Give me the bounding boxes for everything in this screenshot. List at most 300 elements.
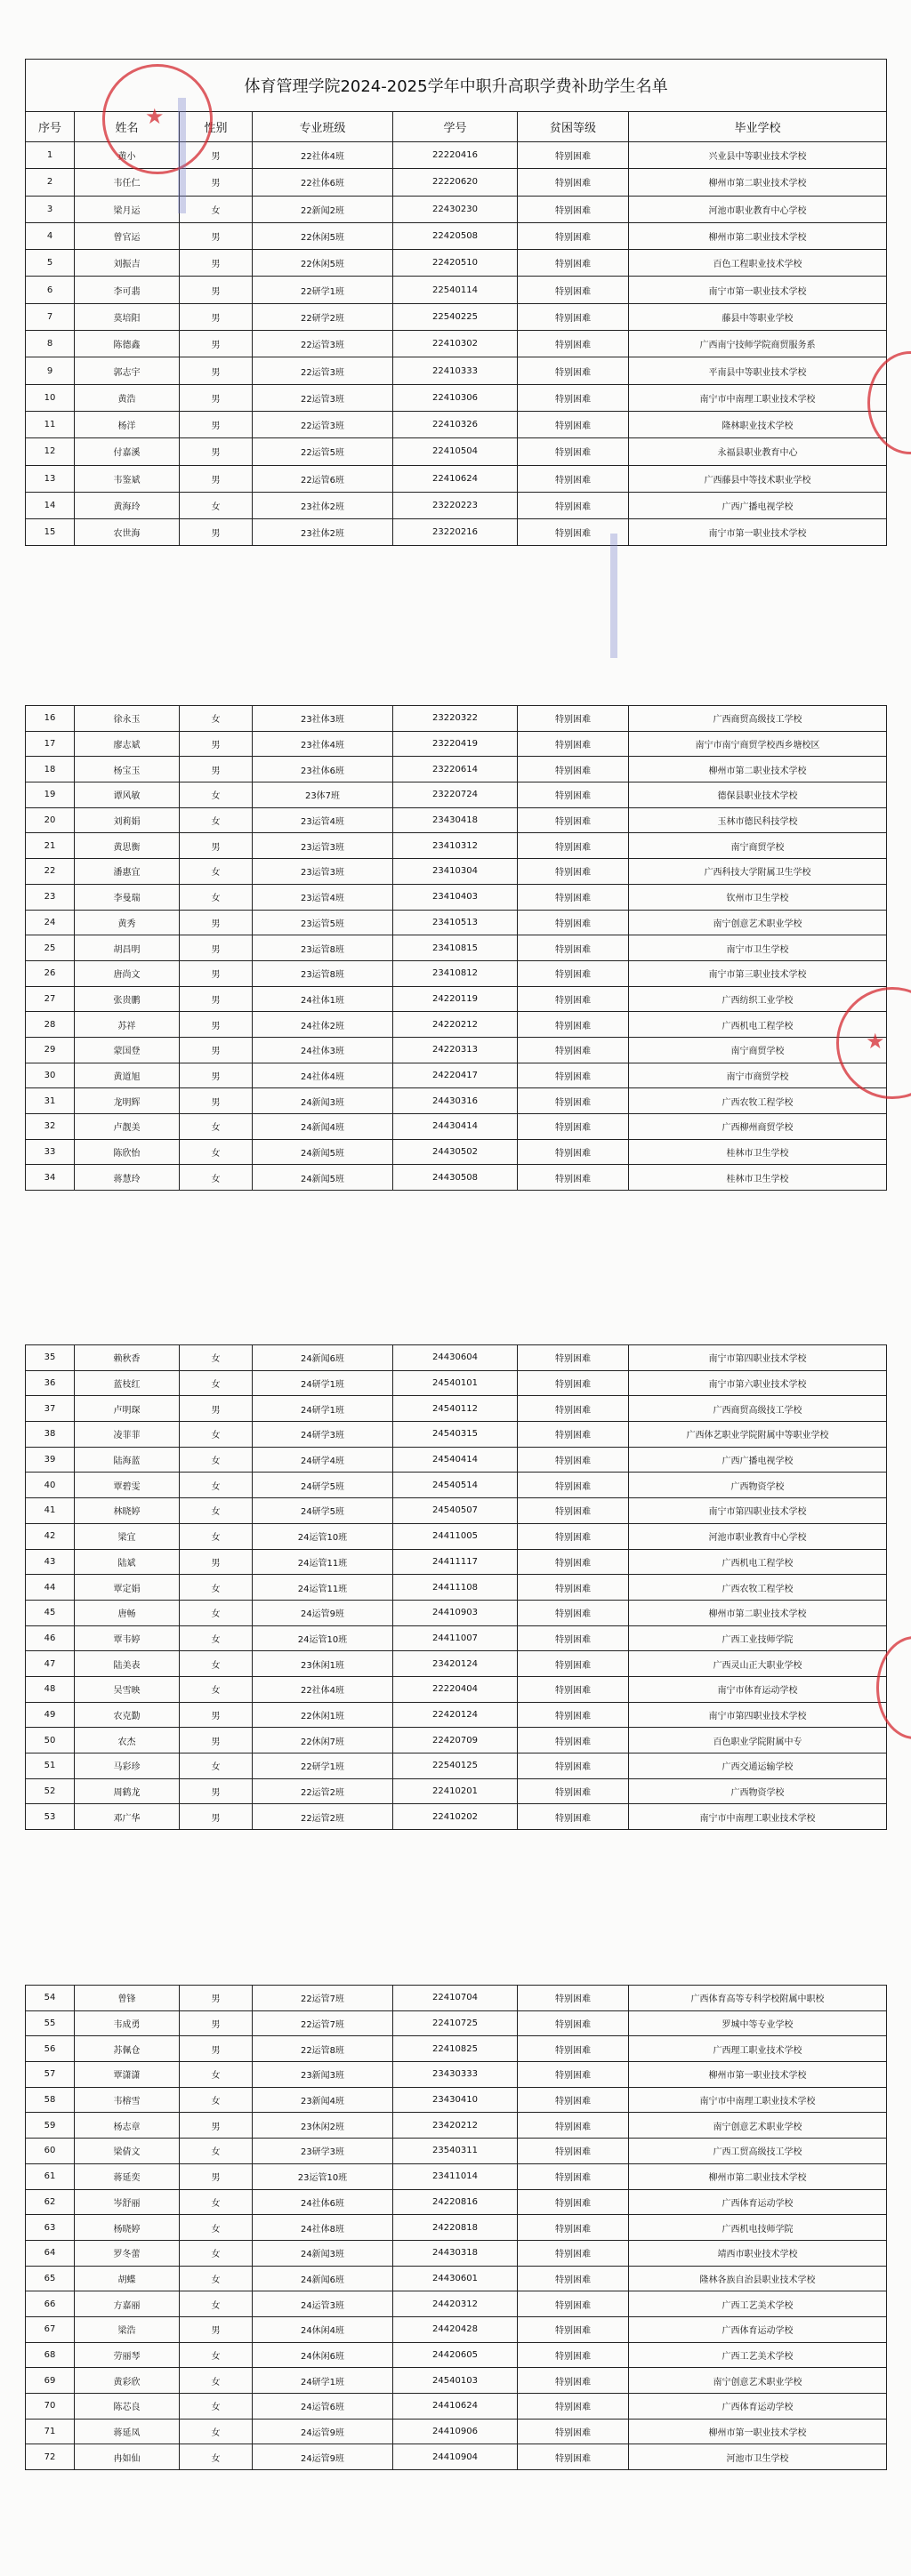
cell-gender: 男: [180, 986, 253, 1012]
cell-student-id: 22420510: [393, 250, 518, 277]
cell-name: 蒋慧玲: [75, 1165, 180, 1191]
cell-student-id: 24540507: [393, 1498, 518, 1524]
cell-poverty-level: 特别困难: [518, 910, 629, 935]
cell-class: 22运管3班: [253, 331, 393, 357]
cell-class: 23社体2班: [253, 492, 393, 518]
cell-poverty-level: 特别困难: [518, 1728, 629, 1753]
cell-index: 45: [26, 1600, 75, 1625]
cell-student-id: 24420428: [393, 2316, 518, 2342]
table-row: [26, 1114, 887, 1140]
cell-name: 徐永玉: [75, 706, 180, 732]
cell-index: 23: [26, 884, 75, 910]
cell-student-id: 23420212: [393, 2113, 518, 2139]
table-row: [26, 1728, 887, 1753]
cell-name: 杨志章: [75, 2113, 180, 2139]
cell-gender: 男: [180, 222, 253, 249]
cell-name: 覃潇潇: [75, 2062, 180, 2088]
cell-index: 54: [26, 1986, 75, 2011]
cell-class: 22新闻2班: [253, 196, 393, 222]
cell-index: 20: [26, 807, 75, 833]
cell-gender: 男: [180, 1778, 253, 1804]
cell-name: 农世海: [75, 519, 180, 546]
cell-index: 46: [26, 1625, 75, 1651]
seam-stamp-mark: [178, 98, 186, 213]
cell-graduate-school: 桂林市卫生学校: [629, 1139, 887, 1165]
cell-class: 24运管9班: [253, 2419, 393, 2444]
cell-class: 22运管3班: [253, 411, 393, 437]
cell-gender: 男: [180, 1396, 253, 1422]
cell-class: 22休闲5班: [253, 250, 393, 277]
cell-class: 22运管7班: [253, 2010, 393, 2036]
cell-name: 龙明辉: [75, 1088, 180, 1114]
cell-class: 24研学3班: [253, 1422, 393, 1448]
cell-graduate-school: 南宁市商贸学校: [629, 1063, 887, 1088]
table-row: [26, 986, 887, 1012]
cell-index: 30: [26, 1063, 75, 1088]
table-row: [26, 1012, 887, 1038]
cell-index: 29: [26, 1037, 75, 1063]
cell-poverty-level: 特别困难: [518, 807, 629, 833]
cell-index: 1: [26, 142, 75, 169]
cell-poverty-level: 特别困难: [518, 384, 629, 411]
cell-poverty-level: 特别困难: [518, 2266, 629, 2291]
cell-student-id: 23220724: [393, 782, 518, 808]
table-row: [26, 519, 887, 546]
cell-poverty-level: 特别困难: [518, 757, 629, 782]
cell-name: 刘莉娟: [75, 807, 180, 833]
cell-class: 24运管6班: [253, 2394, 393, 2420]
cell-class: 24社体2班: [253, 1012, 393, 1038]
cell-gender: 男: [180, 250, 253, 277]
cell-student-id: 24410624: [393, 2394, 518, 2420]
cell-graduate-school: 南宁市第六职业技术学校: [629, 1370, 887, 1396]
table-row: [26, 706, 887, 732]
cell-name: 韦任仁: [75, 169, 180, 196]
cell-graduate-school: 广西南宁技师学院商贸服务系: [629, 331, 887, 357]
table-row: [26, 2394, 887, 2420]
cell-student-id: 22410333: [393, 357, 518, 384]
cell-index: 14: [26, 492, 75, 518]
cell-class: 24新闻5班: [253, 1139, 393, 1165]
cell-poverty-level: 特别困难: [518, 960, 629, 986]
cell-student-id: 23430333: [393, 2062, 518, 2088]
cell-index: 6: [26, 277, 75, 303]
cell-class: 23运管5班: [253, 910, 393, 935]
cell-graduate-school: 南宁市南宁商贸学校西乡塘校区: [629, 731, 887, 757]
cell-gender: 女: [180, 2266, 253, 2291]
cell-class: 24新闻4班: [253, 1114, 393, 1140]
cell-graduate-school: 广西机电工程学校: [629, 1549, 887, 1575]
cell-class: 23社体2班: [253, 519, 393, 546]
cell-poverty-level: 特别困难: [518, 1473, 629, 1498]
table-section-4: [25, 1985, 886, 2470]
cell-poverty-level: 特别困难: [518, 2240, 629, 2266]
cell-gender: 女: [180, 1575, 253, 1601]
cell-name: 吴雪映: [75, 1676, 180, 1702]
cell-name: 胡昌明: [75, 935, 180, 961]
table-row: [26, 1753, 887, 1779]
cell-name: 付嘉溪: [75, 438, 180, 465]
cell-gender: 女: [180, 1165, 253, 1191]
table-row: [26, 1600, 887, 1625]
table-row: [26, 196, 887, 222]
cell-index: 17: [26, 731, 75, 757]
cell-student-id: 22420709: [393, 1728, 518, 1753]
cell-poverty-level: 特别困难: [518, 2215, 629, 2241]
cell-name: 韦鉴斌: [75, 465, 180, 492]
cell-student-id: 23420124: [393, 1651, 518, 1677]
cell-graduate-school: 广西商贸高级技工学校: [629, 706, 887, 732]
cell-index: 8: [26, 331, 75, 357]
cell-gender: 女: [180, 807, 253, 833]
cell-class: 23运管3班: [253, 859, 393, 885]
cell-student-id: 22410504: [393, 438, 518, 465]
cell-gender: 女: [180, 2419, 253, 2444]
cell-index: 64: [26, 2240, 75, 2266]
cell-graduate-school: 广西体育运动学校: [629, 2316, 887, 2342]
cell-class: 22运管3班: [253, 357, 393, 384]
cell-gender: 女: [180, 2215, 253, 2241]
cell-name: 唐尚文: [75, 960, 180, 986]
cell-name: 岑舒丽: [75, 2189, 180, 2215]
cell-gender: 男: [180, 411, 253, 437]
cell-gender: 女: [180, 2291, 253, 2317]
cell-index: 67: [26, 2316, 75, 2342]
cell-name: 曾官运: [75, 222, 180, 249]
cell-gender: 男: [180, 384, 253, 411]
cell-index: 68: [26, 2342, 75, 2368]
table-row: [26, 2316, 887, 2342]
cell-class: 22休闲1班: [253, 1702, 393, 1728]
cell-gender: 男: [180, 1986, 253, 2011]
table-row: [26, 357, 887, 384]
cell-class: 24社体4班: [253, 1063, 393, 1088]
cell-name: 马彩珍: [75, 1753, 180, 1779]
table-row: [26, 1575, 887, 1601]
cell-class: 23运管8班: [253, 935, 393, 961]
cell-graduate-school: 广西体育运动学校: [629, 2189, 887, 2215]
table-row: [26, 1063, 887, 1088]
table-row: [26, 1651, 887, 1677]
cell-poverty-level: 特别困难: [518, 1625, 629, 1651]
cell-index: 13: [26, 465, 75, 492]
cell-poverty-level: 特别困难: [518, 1575, 629, 1601]
cell-graduate-school: 桂林市卫生学校: [629, 1165, 887, 1191]
cell-class: 24新闻5班: [253, 1165, 393, 1191]
cell-graduate-school: 柳州市第二职业技术学校: [629, 757, 887, 782]
cell-name: 黄秀: [75, 910, 180, 935]
cell-gender: 男: [180, 1037, 253, 1063]
cell-name: 胡蝶: [75, 2266, 180, 2291]
table-row: [26, 2368, 887, 2394]
cell-index: 25: [26, 935, 75, 961]
cell-graduate-school: 广西体艺职业学院附属中等职业学校: [629, 1422, 887, 1448]
cell-index: 53: [26, 1804, 75, 1830]
table-row: [26, 438, 887, 465]
cell-name: 梁浩: [75, 2316, 180, 2342]
cell-name: 罗冬蕾: [75, 2240, 180, 2266]
table-row: [26, 1549, 887, 1575]
cell-graduate-school: 广西农牧工程学校: [629, 1575, 887, 1601]
cell-student-id: 22410202: [393, 1804, 518, 1830]
cell-poverty-level: 特别困难: [518, 1600, 629, 1625]
cell-name: 黄小: [75, 142, 180, 169]
cell-student-id: 24220818: [393, 2215, 518, 2241]
cell-poverty-level: 特别困难: [518, 1778, 629, 1804]
cell-student-id: 24410904: [393, 2444, 518, 2470]
cell-student-id: 24220816: [393, 2189, 518, 2215]
cell-student-id: 23410304: [393, 859, 518, 885]
cell-graduate-school: 广西物资学校: [629, 1473, 887, 1498]
cell-poverty-level: 特别困难: [518, 986, 629, 1012]
cell-poverty-level: 特别困难: [518, 2316, 629, 2342]
cell-class: 23运管10班: [253, 2163, 393, 2189]
table-row: [26, 2444, 887, 2470]
cell-index: 39: [26, 1447, 75, 1473]
cell-gender: 女: [180, 1114, 253, 1140]
cell-gender: 男: [180, 1728, 253, 1753]
cell-class: 22运管5班: [253, 438, 393, 465]
cell-graduate-school: 柳州市第一职业技术学校: [629, 2062, 887, 2088]
cell-graduate-school: 玉林市德民科技学校: [629, 807, 887, 833]
cell-poverty-level: 特别困难: [518, 169, 629, 196]
cell-poverty-level: 特别困难: [518, 519, 629, 546]
table-row: [26, 303, 887, 330]
cell-name: 卢明琛: [75, 1396, 180, 1422]
cell-name: 赖秋香: [75, 1345, 180, 1371]
cell-graduate-school: 广西广播电视学校: [629, 492, 887, 518]
cell-class: 22社体6班: [253, 169, 393, 196]
table-row: [26, 250, 887, 277]
cell-index: 12: [26, 438, 75, 465]
table-row: [26, 1447, 887, 1473]
cell-graduate-school: 广西纺织工业学校: [629, 986, 887, 1012]
cell-poverty-level: 特别困难: [518, 303, 629, 330]
cell-poverty-level: 特别困难: [518, 884, 629, 910]
cell-student-id: 24430502: [393, 1139, 518, 1165]
cell-poverty-level: 特别困难: [518, 196, 629, 222]
cell-graduate-school: 河池市职业教育中心学校: [629, 196, 887, 222]
cell-student-id: 23410815: [393, 935, 518, 961]
cell-gender: 男: [180, 1804, 253, 1830]
cell-gender: 女: [180, 859, 253, 885]
cell-index: 28: [26, 1012, 75, 1038]
cell-poverty-level: 特别困难: [518, 250, 629, 277]
cell-class: 23研学3班: [253, 2139, 393, 2164]
cell-poverty-level: 特别困难: [518, 357, 629, 384]
cell-index: 24: [26, 910, 75, 935]
table-row: [26, 2010, 887, 2036]
cell-poverty-level: 特别困难: [518, 782, 629, 808]
cell-name: 黄海玲: [75, 492, 180, 518]
cell-graduate-school: 靖西市职业技术学校: [629, 2240, 887, 2266]
cell-graduate-school: 百色职业学院附属中专: [629, 1728, 887, 1753]
cell-index: 71: [26, 2419, 75, 2444]
cell-student-id: 23430418: [393, 807, 518, 833]
cell-name: 黄浩: [75, 384, 180, 411]
table-row: [26, 2087, 887, 2113]
cell-student-id: 23220419: [393, 731, 518, 757]
cell-gender: 女: [180, 2342, 253, 2368]
cell-index: 26: [26, 960, 75, 986]
table-row: [26, 1804, 887, 1830]
cell-poverty-level: 特别困难: [518, 1422, 629, 1448]
cell-class: 24研学1班: [253, 2368, 393, 2394]
cell-poverty-level: 特别困难: [518, 859, 629, 885]
table-row: [26, 1370, 887, 1396]
cell-graduate-school: 南宁市第四职业技术学校: [629, 1702, 887, 1728]
cell-name: 莫培阳: [75, 303, 180, 330]
cell-index: 47: [26, 1651, 75, 1677]
cell-class: 22运管8班: [253, 2036, 393, 2062]
cell-class: 22研学2班: [253, 303, 393, 330]
cell-graduate-school: 广西工艺美术学校: [629, 2291, 887, 2317]
cell-student-id: 23220614: [393, 757, 518, 782]
cell-gender: 男: [180, 1702, 253, 1728]
cell-poverty-level: 特别困难: [518, 1396, 629, 1422]
cell-poverty-level: 特别困难: [518, 2062, 629, 2088]
cell-class: 22研学1班: [253, 277, 393, 303]
cell-class: 24研学5班: [253, 1473, 393, 1498]
cell-name: 黄道旭: [75, 1063, 180, 1088]
cell-name: 陈德鑫: [75, 331, 180, 357]
cell-student-id: 24420312: [393, 2291, 518, 2317]
red-star-icon: ★: [145, 104, 165, 129]
cell-gender: 女: [180, 2240, 253, 2266]
cell-index: 2: [26, 169, 75, 196]
cell-student-id: 24411007: [393, 1625, 518, 1651]
cell-gender: 男: [180, 960, 253, 986]
cell-graduate-school: 罗城中等专业学校: [629, 2010, 887, 2036]
cell-graduate-school: 南宁市第四职业技术学校: [629, 1498, 887, 1524]
cell-name: 农杰: [75, 1728, 180, 1753]
cell-student-id: 24430318: [393, 2240, 518, 2266]
cell-index: 27: [26, 986, 75, 1012]
cell-name: 梁月运: [75, 196, 180, 222]
cell-poverty-level: 特别困难: [518, 331, 629, 357]
cell-name: 韦成勇: [75, 2010, 180, 2036]
cell-graduate-school: 广西广播电视学校: [629, 1447, 887, 1473]
cell-index: 61: [26, 2163, 75, 2189]
cell-gender: 女: [180, 492, 253, 518]
cell-graduate-school: 广西理工职业技术学校: [629, 2036, 887, 2062]
cell-student-id: 23410513: [393, 910, 518, 935]
table-row: [26, 1676, 887, 1702]
cell-poverty-level: 特别困难: [518, 2419, 629, 2444]
cell-graduate-school: 广西科技大学附属卫生学校: [629, 859, 887, 885]
cell-graduate-school: 南宁市卫生学校: [629, 935, 887, 961]
cell-student-id: 24430604: [393, 1345, 518, 1371]
cell-student-id: 22540114: [393, 277, 518, 303]
cell-gender: 女: [180, 1600, 253, 1625]
cell-index: 48: [26, 1676, 75, 1702]
cell-student-id: 24410903: [393, 1600, 518, 1625]
header-student-id: 学号: [393, 112, 518, 142]
cell-index: 49: [26, 1702, 75, 1728]
cell-graduate-school: 隆林职业技术学校: [629, 411, 887, 437]
cell-poverty-level: 特别困难: [518, 1549, 629, 1575]
cell-student-id: 24430414: [393, 1114, 518, 1140]
cell-index: 38: [26, 1422, 75, 1448]
cell-class: 24运管9班: [253, 1600, 393, 1625]
cell-name: 曾锋: [75, 1986, 180, 2011]
cell-gender: 男: [180, 2010, 253, 2036]
table-row: [26, 2266, 887, 2291]
table-row: [26, 384, 887, 411]
cell-class: 24新闻3班: [253, 1088, 393, 1114]
cell-class: 23运管8班: [253, 960, 393, 986]
cell-index: 41: [26, 1498, 75, 1524]
cell-graduate-school: 德保县职业技术学校: [629, 782, 887, 808]
table-row: [26, 757, 887, 782]
cell-student-id: 23220223: [393, 492, 518, 518]
cell-gender: 女: [180, 1523, 253, 1549]
table-row: [26, 1702, 887, 1728]
cell-class: 24运管10班: [253, 1523, 393, 1549]
cell-student-id: 22420508: [393, 222, 518, 249]
cell-poverty-level: 特别困难: [518, 1345, 629, 1371]
cell-graduate-school: 广西体育运动学校: [629, 2394, 887, 2420]
cell-graduate-school: 广西藤县中等技术职业学校: [629, 465, 887, 492]
cell-class: 22休闲7班: [253, 1728, 393, 1753]
cell-poverty-level: 特别困难: [518, 2163, 629, 2189]
cell-class: 22运管2班: [253, 1778, 393, 1804]
cell-student-id: 24540112: [393, 1396, 518, 1422]
cell-graduate-school: 广西农牧工程学校: [629, 1088, 887, 1114]
cell-name: 郭志宇: [75, 357, 180, 384]
header-index: 序号: [26, 112, 75, 142]
cell-student-id: 24540315: [393, 1422, 518, 1448]
cell-name: 蒋延奕: [75, 2163, 180, 2189]
cell-class: 23社体6班: [253, 757, 393, 782]
cell-graduate-school: 广西机电工程学校: [629, 1012, 887, 1038]
cell-gender: 女: [180, 2087, 253, 2113]
table-row: [26, 2139, 887, 2164]
cell-name: 杨洋: [75, 411, 180, 437]
cell-gender: 女: [180, 1422, 253, 1448]
cell-index: 36: [26, 1370, 75, 1396]
cell-name: 冉如仙: [75, 2444, 180, 2470]
cell-name: 林晓婷: [75, 1498, 180, 1524]
table-row: [26, 1165, 887, 1191]
cell-gender: 男: [180, 935, 253, 961]
cell-poverty-level: 特别困难: [518, 2139, 629, 2164]
cell-class: 24运管3班: [253, 2291, 393, 2317]
cell-graduate-school: 柳州市第二职业技术学校: [629, 1600, 887, 1625]
table-row: [26, 2113, 887, 2139]
cell-poverty-level: 特别困难: [518, 492, 629, 518]
cell-index: 9: [26, 357, 75, 384]
cell-index: 69: [26, 2368, 75, 2394]
cell-graduate-school: 南宁市第一职业技术学校: [629, 519, 887, 546]
cell-gender: 女: [180, 1625, 253, 1651]
cell-poverty-level: 特别困难: [518, 438, 629, 465]
cell-gender: 女: [180, 1370, 253, 1396]
cell-gender: 女: [180, 2394, 253, 2420]
table-row: [26, 1473, 887, 1498]
cell-name: 李曼瑞: [75, 884, 180, 910]
cell-poverty-level: 特别困难: [518, 2087, 629, 2113]
cell-student-id: 24220313: [393, 1037, 518, 1063]
cell-poverty-level: 特别困难: [518, 1447, 629, 1473]
cell-poverty-level: 特别困难: [518, 411, 629, 437]
cell-gender: 男: [180, 910, 253, 935]
cell-class: 22运管7班: [253, 1986, 393, 2011]
cell-student-id: 22540225: [393, 303, 518, 330]
cell-student-id: 23540311: [393, 2139, 518, 2164]
cell-class: 23新闻4班: [253, 2087, 393, 2113]
cell-name: 苏祥: [75, 1012, 180, 1038]
